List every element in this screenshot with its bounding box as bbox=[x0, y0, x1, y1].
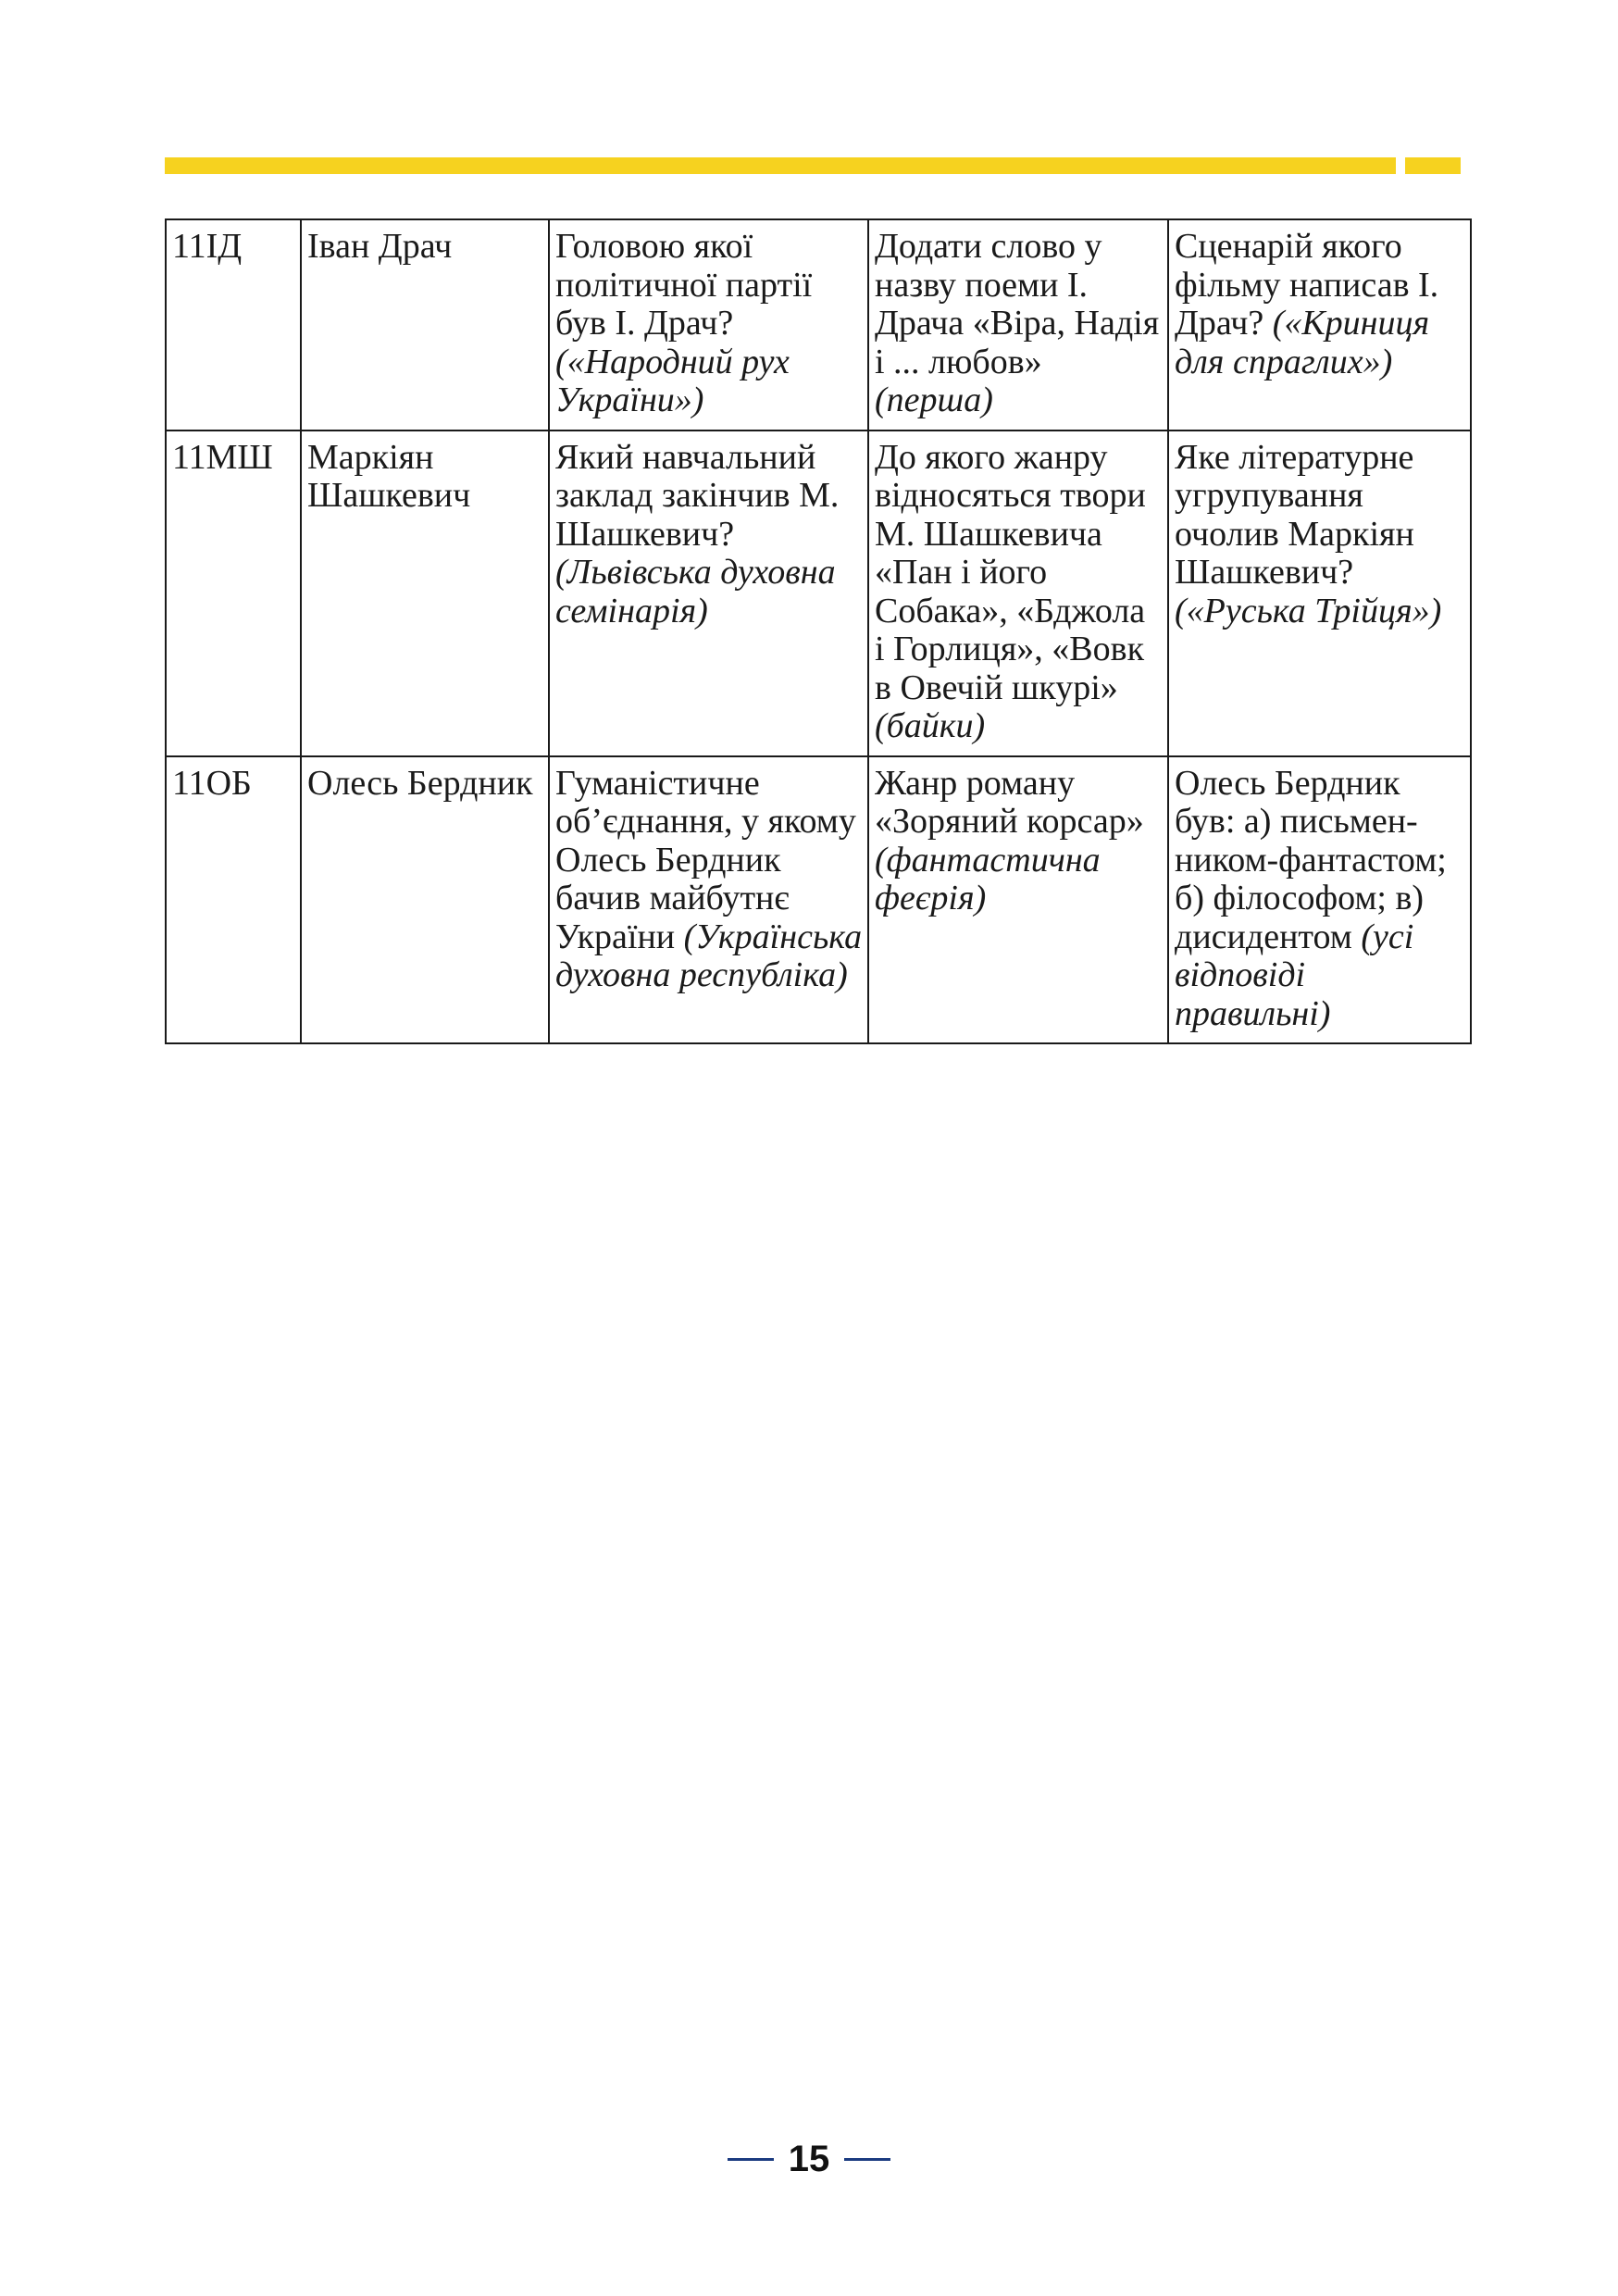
row-code-cell: 11МШ bbox=[166, 430, 301, 756]
author-cell: Іван Драч bbox=[301, 219, 549, 430]
row-code-cell: 11ОБ bbox=[166, 756, 301, 1044]
answer-text: («Народний рух України») bbox=[555, 342, 790, 419]
author-cell: Маркіян Шашкевич bbox=[301, 430, 549, 756]
question-text: До якого жанру відносяться твори М. Шашкевича «Пан і його Собака», «Бджола і Горлиця», «Вовк в Овечій шкурі» bbox=[875, 437, 1146, 707]
page-footer bbox=[0, 2139, 1618, 2180]
answer-text: («Криниця для спраглих») bbox=[1175, 304, 1430, 381]
question-cell bbox=[549, 430, 868, 756]
answer-text: (Українська духовна республіка) bbox=[555, 917, 863, 994]
answer-text: (фантастична феєрія) bbox=[875, 840, 1101, 917]
question-text: Головою якої політичної партії був І. Драч? bbox=[555, 227, 813, 343]
question-text: Додати слово у назву поеми І. Драча «Віра, Надія і ... любов» bbox=[875, 227, 1160, 381]
answer-text: (усі відповіді правильні) bbox=[1175, 917, 1414, 1033]
question-cell bbox=[1168, 430, 1471, 756]
question-text: Сценарій якого фільму написав І. Драч? bbox=[1175, 227, 1439, 343]
question-text: Яке літературне угрупування очолив Маркіян Шашкевич? bbox=[1175, 437, 1414, 592]
page-number: 15 bbox=[788, 2139, 830, 2179]
table-row bbox=[166, 430, 1471, 756]
page-number-dash-right bbox=[844, 2158, 890, 2161]
question-cell bbox=[868, 219, 1168, 430]
answer-text: (Львівська духовна семінарія) bbox=[555, 553, 836, 630]
quiz-table bbox=[165, 218, 1472, 1044]
header-accent-bar bbox=[165, 157, 1396, 174]
table-row bbox=[166, 756, 1471, 1044]
question-text: Який навчальний заклад закінчив М. Шашкевич? bbox=[555, 437, 840, 554]
row-code-cell: 11ІД bbox=[166, 219, 301, 430]
answer-text: (байки) bbox=[875, 706, 986, 745]
question-text: Жанр роману «Зоряний корсар» bbox=[875, 763, 1144, 841]
question-cell bbox=[549, 756, 868, 1044]
question-cell bbox=[868, 756, 1168, 1044]
question-cell bbox=[1168, 756, 1471, 1044]
question-text: Олесь Бердник був: а) письменником-фантастом; б) філософом; в) дисидентом bbox=[1175, 763, 1447, 956]
question-cell bbox=[868, 430, 1168, 756]
table-row bbox=[166, 219, 1471, 430]
header-accent-bar-end bbox=[1405, 157, 1461, 174]
question-cell bbox=[1168, 219, 1471, 430]
question-text: Гуманістичне об’єднання, у якому Олесь Бердник бачив майбутнє України bbox=[555, 763, 856, 956]
page-number-dash-left bbox=[728, 2158, 774, 2161]
answer-text: (перша) bbox=[875, 381, 993, 419]
question-cell bbox=[549, 219, 868, 430]
author-cell: Олесь Бердник bbox=[301, 756, 549, 1044]
answer-text: («Руська Трійця») bbox=[1175, 591, 1442, 630]
